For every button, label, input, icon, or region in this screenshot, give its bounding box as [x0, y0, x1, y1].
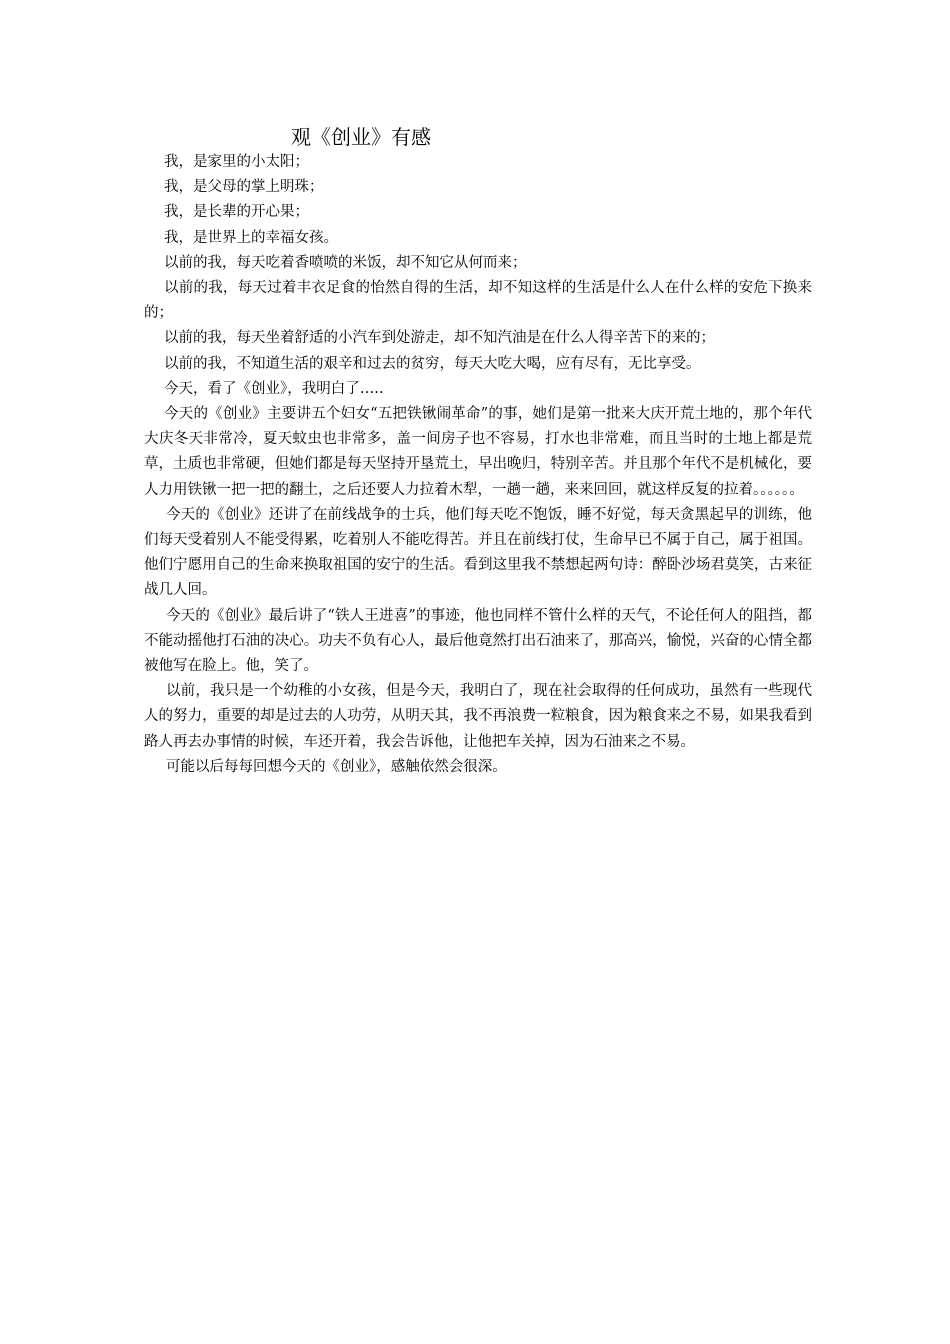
paragraph-1: 我，是家里的小太阳； — [164, 154, 309, 170]
paragraph-3: 我，是长辈的开心果； — [164, 204, 309, 221]
paragraph-12: 今天的《创业》最后讲了“铁人王进喜”的事迹，他也同样不管什么样的天气，不论任何人的阻挡，都不能动摇他打石油的决心。功夫不负有心人，最后他竟然打出石油来了，那高兴，愉悦，兴奋的心情全都被他写在脸上。他，笑了。 — [144, 607, 812, 675]
paragraph-6: 以前的我，每天过着丰衣足食的怡然自得的生活，却不知这样的生活是什么人在什么样的安危下换来的； — [144, 280, 812, 322]
document-title: 观《创业》有感 — [291, 125, 431, 149]
paragraph-2: 我，是父母的掌上明珠； — [164, 179, 324, 196]
paragraph-10: 今天的《创业》主要讲五个妇女“五把铁锹闹革命”的事，她们是第一批来大庆开荒土地的，那个年代大庆冬天非常冷，夏天蚊虫也非常多，盖一间房子也不容易，打水也非常难，而且当时的土地上都是荒草，土质也非常硬，但她们都是每天坚持开垦荒土，早出晚归，特别辛苦。并且那个年代不是机械化，要人力用铁锹一把一把的翻土，之后还要人力拉着木犁，一趟一趟，来来回回，就这样反复的拉着。。。。。。 — [144, 406, 812, 498]
paragraph-8: 以前的我，不知道生活的艰辛和过去的贫穷，每天大吃大喝，应有尽有，无比享受。 — [164, 355, 701, 372]
paragraph-13: 以前，我只是一个幼稚的小女孩，但是今天，我明白了，现在社会取得的任何成功，虽然有一些现代人的努力，重要的却是过去的人功劳，从明天其，我不再浪费一粒粮食，因为粮食来之不易，如果我看到路人再去办事情的时候，车还开着，我会告诉他，让他把车关掉，因为石油来之不易。 — [144, 683, 812, 750]
paragraph-4: 我，是世界上的幸福女孩。 — [164, 229, 338, 246]
paragraph-5: 以前的我，每天吃着香喷喷的米饭，却不知它从何而来； — [164, 254, 527, 271]
paragraph-14: 可能以后每每回想今天的《创业》，感触依然会很深。 — [166, 758, 507, 775]
paragraph-7: 以前的我，每天坐着舒适的小汽车到处游走，却不知汽油是在什么人得辛苦下的来的； — [164, 330, 715, 347]
paragraph-9: 今天，看了《创业》，我明白了….. — [164, 380, 384, 397]
paragraph-11: 今天的《创业》还讲了在前线战争的士兵，他们每天吃不饱饭，睡不好觉，每天贪黑起早的训练，他们每天受着别人不能受得累，吃着别人不能吃得苦。并且在前线打仗，生命早已不属于自己，属于祖国。他们宁愿用自己的生命来换取祖国的安宁的生活。看到这里我不禁想起两句诗：醉卧沙场君莫笑，古来征战几人回。 — [144, 506, 812, 599]
document-body — [144, 150, 812, 780]
